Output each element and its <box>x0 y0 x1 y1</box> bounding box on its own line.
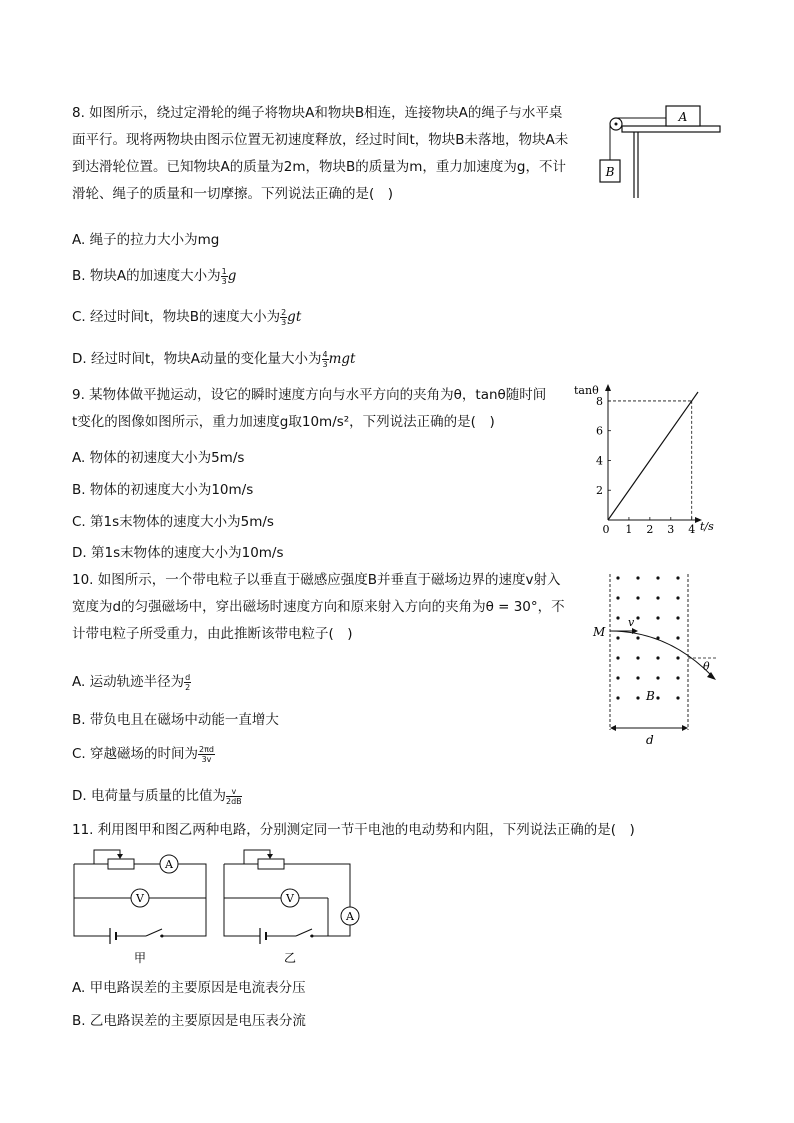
fraction: $\frac{d}{2}$ <box>185 672 191 692</box>
field-dot <box>636 596 639 599</box>
voltmeter-label: V <box>286 892 294 905</box>
q9-option-c[interactable]: C. 第1s末物体的速度大小为5m/s <box>72 514 274 530</box>
field-dot <box>676 576 679 579</box>
ammeter-label: A <box>165 858 173 871</box>
q11-option-b[interactable]: B. 乙电路误差的主要原因是电压表分流 <box>72 1013 306 1029</box>
q11-stem-line-1: 11. 利用图甲和图乙两种电路，分别测定同一节干电池的电动势和内阻，下列说法正确的是( ) <box>72 822 635 838</box>
slider-arrow <box>267 854 273 859</box>
slider-arrow <box>117 854 123 859</box>
q8-option-d[interactable]: D. 经过时间t，物块A动量的变化量大小为 $\frac{4}{3}$ mgt <box>72 349 356 369</box>
q8-stem-line-4: 滑轮、绳子的质量和一切摩擦。下列说法正确的是( ) <box>72 186 394 202</box>
fraction: $\frac{2\pi d}{3v}$ <box>199 744 214 764</box>
pulley-axle <box>615 123 618 126</box>
fraction: $\frac{1}{3}$ <box>221 266 227 286</box>
q9-stem-line-1: 9. 某物体做平抛运动，设它的瞬时速度方向与水平方向的夹角为θ，tanθ随时间 <box>72 387 547 403</box>
q8-stem-line-1: 8. 如图所示，绕过定滑轮的绳子将物块A和物块B相连，连接物块A的绳子与水平桌 <box>72 105 563 121</box>
y-tick-label: 6 <box>596 424 603 438</box>
q9-option-a[interactable]: A. 物体的初速度大小为5m/s <box>72 450 245 466</box>
field-dot <box>656 656 659 659</box>
fraction: $\frac{4}{3}$ <box>322 349 328 369</box>
q9-stem-line-2: t变化的图像如图所示，重力加速度g取10m/s²，下列说法正确的是( ) <box>72 414 495 430</box>
q10-option-a[interactable]: A. 运动轨迹半径为 $\frac{d}{2}$ <box>72 672 191 692</box>
q8-option-b[interactable]: B. 物块A的加速度大小为 $\frac{1}{3}$ g <box>72 266 237 286</box>
ammeter-label: A <box>346 910 354 923</box>
q10-option-d[interactable]: D. 电荷量与质量的比值为 $\frac{v}{2dB}$ <box>72 786 242 806</box>
q8-option-a[interactable]: A. 绳子的拉力大小为mg <box>72 232 220 248</box>
velocity-label: v <box>628 616 635 629</box>
voltmeter-label: V <box>136 892 144 905</box>
field-dot <box>636 616 639 619</box>
circuit-yi-label: 乙 <box>283 951 297 965</box>
block-b-label: B <box>605 165 615 179</box>
x-tick-label: 1 <box>625 523 633 536</box>
fraction: $\frac{2}{3}$ <box>281 307 287 327</box>
field-dot <box>656 616 659 619</box>
field-dot <box>676 676 679 679</box>
y-tick-label: 8 <box>596 394 603 408</box>
question-11 <box>72 817 732 844</box>
series-line <box>608 392 698 520</box>
x-axis-label: t/s <box>700 520 714 533</box>
width-label: d <box>646 733 654 747</box>
y-axis-label: tanθ <box>574 384 599 397</box>
field-dot <box>676 696 679 699</box>
q9-option-d[interactable]: D. 第1s末物体的速度大小为10m/s <box>72 545 284 561</box>
x-tick-label: 3 <box>667 523 675 536</box>
y-tick-label: 2 <box>596 484 603 498</box>
circuit-jia-label: 甲 <box>133 951 147 965</box>
field-dot <box>616 656 619 659</box>
field-dot <box>676 636 679 639</box>
question-9 <box>72 382 572 436</box>
dimension-arrow-left <box>610 725 616 731</box>
field-dot <box>656 596 659 599</box>
magnetic-field-figure <box>590 570 730 750</box>
field-dot <box>616 616 619 619</box>
field-dot <box>616 596 619 599</box>
field-dot <box>676 616 679 619</box>
field-dot <box>676 656 679 659</box>
q10-stem-line-1: 10. 如图所示，一个带电粒子以垂直于磁感应强度B并垂直于磁场边界的速度v射入 <box>72 572 561 588</box>
q8-stem-line-2: 面平行。现将两物块由图示位置无初速度释放，经过时间t，物块B未落地，物块A未 <box>72 132 569 148</box>
x-tick-label: 4 <box>688 523 696 536</box>
y-axis-arrow <box>605 384 611 391</box>
wire <box>74 864 110 936</box>
y-tick-label: 4 <box>596 454 603 468</box>
q10-stem-line-3: 计带电粒子所受重力，由此推断该带电粒子( ) <box>72 626 353 642</box>
q8-option-c[interactable]: C. 经过时间t，物块B的速度大小为 $\frac{2}{3}$ gt <box>72 307 302 327</box>
field-dot <box>636 656 639 659</box>
fraction: $\frac{v}{2dB}$ <box>225 786 242 806</box>
field-dot <box>616 696 619 699</box>
entry-point-label: M <box>593 625 606 639</box>
field-dot <box>616 636 619 639</box>
x-tick-label: 2 <box>646 523 654 536</box>
q8-pulley-figure <box>596 100 726 205</box>
q10-option-b[interactable]: B. 带负电且在磁场中动能一直增大 <box>72 712 279 728</box>
q9-option-b[interactable]: B. 物体的初速度大小为10m/s <box>72 482 254 498</box>
field-dot <box>636 676 639 679</box>
dimension-arrow-right <box>682 725 688 731</box>
question-8 <box>72 100 602 208</box>
field-dot <box>676 596 679 599</box>
circuit-jia <box>74 850 206 965</box>
switch-lever <box>146 929 162 936</box>
wire <box>160 864 206 936</box>
circuit-figures <box>68 846 368 966</box>
q10-option-c[interactable]: C. 穿越磁场的时间为 $\frac{2\pi d}{3v}$ <box>72 744 214 764</box>
trajectory-arrow-head <box>707 672 716 680</box>
field-dot <box>656 696 659 699</box>
circuit-yi <box>224 850 359 965</box>
table-top <box>622 126 720 132</box>
rheostat <box>258 859 284 869</box>
q8-stem-line-3: 到达滑轮位置。已知物块A的质量为2m，物块B的质量为m，重力加速度为g，不计 <box>72 159 566 175</box>
switch-contact <box>161 935 164 938</box>
field-dot <box>636 696 639 699</box>
q10-stem-line-2: 宽度为d的匀强磁场中，穿出磁场时速度方向和原来射入方向的夹角为θ = 30°，不 <box>72 599 565 615</box>
rheostat <box>108 859 134 869</box>
field-dot <box>636 636 639 639</box>
wire <box>310 925 350 936</box>
field-dot <box>656 576 659 579</box>
block-a-label: A <box>678 110 688 124</box>
tan-theta-time-chart <box>572 380 732 538</box>
wire <box>224 864 260 936</box>
question-10 <box>72 567 582 648</box>
x-tick-label: 0 <box>602 523 610 536</box>
field-dot <box>616 576 619 579</box>
switch-contact <box>311 935 314 938</box>
field-dot <box>636 576 639 579</box>
particle-trajectory <box>610 631 712 676</box>
field-dot <box>616 676 619 679</box>
q11-option-a[interactable]: A. 甲电路误差的主要原因是电流表分压 <box>72 980 306 996</box>
switch-lever <box>296 929 312 936</box>
field-dot <box>656 676 659 679</box>
angle-label: θ <box>703 660 710 673</box>
field-label: B <box>646 689 655 703</box>
